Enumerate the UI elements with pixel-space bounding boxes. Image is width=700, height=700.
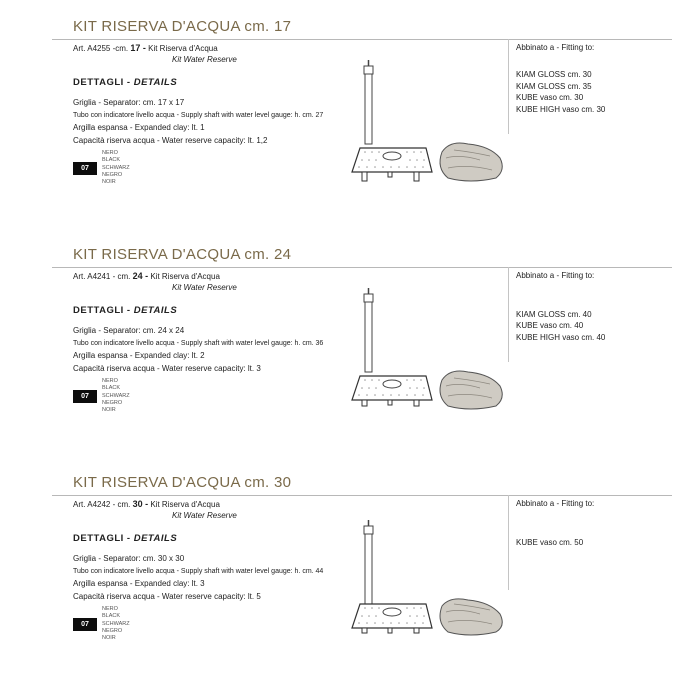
article-line [73, 499, 220, 509]
spec-shaft: Tubo con indicatore livello acqua - Supply shaft with water level gauge: h. cm. 44 [73, 567, 324, 575]
fitting-list [516, 525, 583, 548]
spec-separator: Griglia - Separator: cm. 17 x 17 [73, 98, 185, 107]
details-it: DETTAGLI - [73, 305, 131, 316]
fitting-item: KUBE HIGH vaso cm. 40 [516, 332, 606, 342]
spec-capacity: Capacità riserva acqua - Water reserve capacity: lt. 5 [73, 592, 261, 602]
color-name: NEGRO [102, 399, 123, 406]
article-size: 24 - [132, 271, 149, 281]
color-name: NERO [102, 378, 118, 384]
spec-separator: Griglia - Separator: cm. 30 x 30 [73, 554, 185, 563]
fitting-item [516, 525, 583, 537]
color-swatch-black: 07 [73, 162, 97, 175]
spec-list [73, 553, 323, 604]
spec-capacity: Capacità riserva acqua - Water reserve capacity: lt. 1,2 [73, 136, 268, 146]
supply-shaft [364, 60, 373, 144]
color-names [102, 378, 130, 414]
color-swatch-black: 07 [73, 390, 97, 403]
article-line [73, 271, 220, 281]
article-name: Kit Riserva d'Acqua [150, 500, 220, 509]
expanded-clay-bag [440, 599, 502, 635]
kit-title: KIT RISERVA D'ACQUA cm. 30 [73, 474, 292, 491]
fitting-item [516, 297, 605, 309]
article-name-en: Kit Water Reserve [172, 55, 237, 64]
kit-illustration [350, 60, 510, 185]
fitting-item: KUBE vaso cm. 40 [516, 321, 584, 330]
article-code: Art. A4255 -cm. [73, 44, 129, 53]
color-name: NOIR [102, 635, 116, 642]
fitting-title: Abbinato a - Fitting to: [516, 271, 595, 280]
grid-separator [352, 376, 432, 406]
color-name: NOIR [102, 179, 116, 186]
color-name: NERO [102, 606, 118, 612]
fitting-title: Abbinato a - Fitting to: [516, 499, 595, 508]
article-size: 17 - [130, 43, 146, 53]
color-names [102, 150, 130, 186]
kit-title: KIT RISERVA D'ACQUA cm. 24 [73, 246, 292, 263]
fitting-title: Abbinato a - Fitting to: [516, 43, 595, 52]
spec-shaft: Tubo con indicatore livello acqua - Supply shaft with water level gauge: h. cm. 36 [73, 339, 324, 347]
color-swatch-black: 07 [73, 618, 97, 631]
fitting-item: KIAM GLOSS cm. 35 [516, 81, 592, 91]
article-size: 30 - [132, 499, 149, 509]
color-name: NOIR [102, 407, 116, 414]
spec-list [73, 97, 323, 148]
details-heading [73, 77, 177, 88]
expanded-clay-bag [440, 371, 502, 409]
supply-shaft [364, 520, 373, 606]
spec-clay: Argilla espansa - Expanded clay: lt. 1 [73, 123, 205, 133]
kit-illustration [350, 520, 510, 645]
details-it: DETTAGLI - [73, 77, 131, 88]
spec-clay: Argilla espansa - Expanded clay: lt. 2 [73, 351, 205, 361]
color-name: NEGRO [102, 171, 123, 178]
spec-capacity: Capacità riserva acqua - Water reserve capacity: lt. 3 [73, 364, 261, 374]
fitting-item: KIAM GLOSS cm. 30 [516, 70, 592, 79]
color-name: NEGRO [102, 627, 123, 634]
header-rule [52, 39, 672, 40]
color-name: SCHWARZ [102, 620, 130, 627]
spec-shaft: Tubo con indicatore livello acqua - Supply shaft with water level gauge: h. cm. 27 [73, 111, 324, 119]
color-names [102, 606, 130, 642]
color-name: BLACK [102, 385, 121, 392]
color-name: BLACK [102, 157, 121, 164]
grid-separator [352, 604, 432, 633]
article-name: Kit Riserva d'Acqua [150, 272, 220, 281]
article-name-en: Kit Water Reserve [172, 283, 237, 292]
supply-shaft [364, 288, 373, 372]
fitting-list [516, 69, 605, 115]
fitting-item: KUBE vaso cm. 30 [516, 93, 584, 102]
fitting-list [516, 297, 605, 343]
header-rule [52, 267, 672, 268]
details-en: DETAILS [133, 77, 178, 88]
spec-clay: Argilla espansa - Expanded clay: lt. 3 [73, 579, 205, 589]
article-code: Art. A4242 - cm. [73, 500, 131, 509]
kit-illustration [350, 288, 510, 413]
article-name: Kit Riserva d'Acqua [148, 44, 218, 53]
details-heading [73, 305, 177, 316]
header-rule [52, 495, 672, 496]
details-en: DETAILS [133, 305, 178, 316]
article-code: Art. A4241 - cm. [73, 272, 131, 281]
fitting-item: KUBE vaso cm. 50 [516, 537, 584, 547]
color-name: NERO [102, 150, 118, 156]
grid-separator [352, 148, 432, 181]
details-heading [73, 533, 177, 544]
details-it: DETTAGLI - [73, 533, 131, 544]
spec-list [73, 325, 323, 376]
kit-section-30 [0, 474, 700, 699]
kit-section-17 [0, 18, 700, 243]
kit-title: KIT RISERVA D'ACQUA cm. 17 [73, 18, 292, 35]
details-en: DETAILS [133, 533, 178, 544]
kit-section-24 [0, 246, 700, 471]
article-line [73, 43, 218, 53]
fitting-item: KIAM GLOSS cm. 40 [516, 309, 592, 319]
color-name: BLACK [102, 613, 121, 620]
color-name: SCHWARZ [102, 164, 130, 171]
spec-separator: Griglia - Separator: cm. 24 x 24 [73, 326, 185, 335]
color-name: SCHWARZ [102, 392, 130, 399]
expanded-clay-bag [440, 143, 502, 181]
fitting-item: KUBE HIGH vaso cm. 30 [516, 104, 606, 114]
article-name-en: Kit Water Reserve [172, 511, 237, 520]
